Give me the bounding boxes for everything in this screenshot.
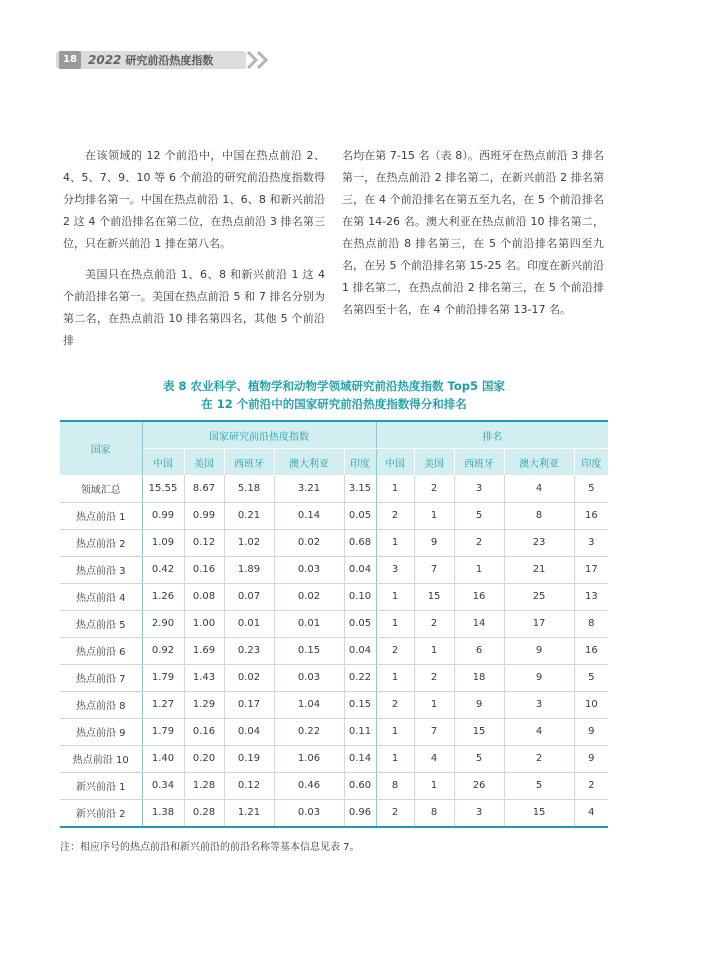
score-cell: 0.03 bbox=[274, 799, 344, 827]
score-cell: 1.00 bbox=[184, 610, 224, 637]
rank-cell: 1 bbox=[414, 772, 454, 799]
rank-cell: 2 bbox=[376, 637, 414, 664]
running-title bbox=[88, 51, 213, 69]
score-cell: 0.10 bbox=[344, 583, 376, 610]
rank-cell: 15 bbox=[454, 718, 504, 745]
rank-cell: 1 bbox=[414, 691, 454, 718]
rank-cell: 2 bbox=[376, 691, 414, 718]
rank-cell: 7 bbox=[414, 556, 454, 583]
ranking-table bbox=[60, 420, 608, 828]
body-column-right bbox=[342, 145, 604, 321]
rank-cell: 8 bbox=[414, 799, 454, 827]
score-cell: 0.21 bbox=[224, 502, 274, 529]
rank-cell: 9 bbox=[414, 529, 454, 556]
header-rank-country: 澳大利亚 bbox=[504, 449, 574, 476]
header-rank-country: 中国 bbox=[376, 449, 414, 476]
row-label: 热点前沿 7 bbox=[60, 664, 142, 691]
row-label: 热点前沿 2 bbox=[60, 529, 142, 556]
rank-cell: 25 bbox=[504, 583, 574, 610]
score-cell: 1.69 bbox=[184, 637, 224, 664]
table-row bbox=[60, 691, 608, 718]
rank-cell: 2 bbox=[574, 772, 608, 799]
rank-cell: 9 bbox=[454, 691, 504, 718]
score-cell: 0.16 bbox=[184, 556, 224, 583]
rank-cell: 4 bbox=[504, 475, 574, 502]
score-cell: 0.23 bbox=[224, 637, 274, 664]
score-cell: 0.22 bbox=[274, 718, 344, 745]
table-row bbox=[60, 772, 608, 799]
rank-cell: 17 bbox=[504, 610, 574, 637]
header-score-country: 美国 bbox=[184, 449, 224, 476]
row-label: 热点前沿 5 bbox=[60, 610, 142, 637]
header-rank-country: 西班牙 bbox=[454, 449, 504, 476]
header-score-country: 中国 bbox=[142, 449, 184, 476]
score-cell: 0.42 bbox=[142, 556, 184, 583]
rank-cell: 2 bbox=[414, 475, 454, 502]
score-cell: 1.06 bbox=[274, 745, 344, 772]
rank-cell: 2 bbox=[376, 502, 414, 529]
table-row bbox=[60, 664, 608, 691]
score-cell: 0.04 bbox=[224, 718, 274, 745]
score-cell: 3.21 bbox=[274, 475, 344, 502]
score-cell: 1.89 bbox=[224, 556, 274, 583]
score-cell: 0.02 bbox=[274, 583, 344, 610]
score-cell: 0.19 bbox=[224, 745, 274, 772]
score-cell: 0.05 bbox=[344, 610, 376, 637]
rank-cell: 17 bbox=[574, 556, 608, 583]
score-cell: 1.09 bbox=[142, 529, 184, 556]
score-cell: 0.08 bbox=[184, 583, 224, 610]
page-number: 18 bbox=[59, 51, 81, 69]
score-cell: 0.04 bbox=[344, 556, 376, 583]
score-cell: 0.02 bbox=[224, 664, 274, 691]
rank-cell: 8 bbox=[574, 610, 608, 637]
double-chevron-right-icon bbox=[246, 49, 272, 71]
score-cell: 0.15 bbox=[274, 637, 344, 664]
rank-cell: 4 bbox=[414, 745, 454, 772]
rank-cell: 2 bbox=[454, 529, 504, 556]
table-row bbox=[60, 502, 608, 529]
score-cell: 8.67 bbox=[184, 475, 224, 502]
score-cell: 1.29 bbox=[184, 691, 224, 718]
rank-cell: 5 bbox=[574, 475, 608, 502]
rank-cell: 1 bbox=[414, 502, 454, 529]
score-cell: 0.02 bbox=[274, 529, 344, 556]
score-cell: 0.11 bbox=[344, 718, 376, 745]
score-cell: 0.22 bbox=[344, 664, 376, 691]
header-country: 国家 bbox=[60, 421, 142, 475]
score-cell: 1.04 bbox=[274, 691, 344, 718]
table-caption-line2: 在 12 个前沿中的国家研究前沿热度指数得分和排名 bbox=[201, 397, 467, 411]
score-cell: 0.15 bbox=[344, 691, 376, 718]
score-cell: 1.26 bbox=[142, 583, 184, 610]
row-label: 热点前沿 8 bbox=[60, 691, 142, 718]
table-row bbox=[60, 745, 608, 772]
rank-cell: 1 bbox=[376, 583, 414, 610]
rank-cell: 8 bbox=[376, 772, 414, 799]
rank-cell: 3 bbox=[454, 799, 504, 827]
rank-cell: 14 bbox=[454, 610, 504, 637]
body-column-left bbox=[63, 145, 325, 352]
page-header bbox=[56, 49, 346, 71]
score-cell: 0.20 bbox=[184, 745, 224, 772]
rank-cell: 18 bbox=[454, 664, 504, 691]
score-cell: 1.40 bbox=[142, 745, 184, 772]
score-cell: 1.43 bbox=[184, 664, 224, 691]
score-cell: 0.01 bbox=[224, 610, 274, 637]
row-label: 新兴前沿 2 bbox=[60, 799, 142, 827]
table-caption-line1: 表 8 农业科学、植物学和动物学领域研究前沿热度指数 Top5 国家 bbox=[163, 379, 505, 393]
table-note: 注：相应序号的热点前沿和新兴前沿的前沿名称等基本信息见表 7。 bbox=[60, 842, 360, 853]
score-cell: 0.92 bbox=[142, 637, 184, 664]
rank-cell: 3 bbox=[574, 529, 608, 556]
score-cell: 1.38 bbox=[142, 799, 184, 827]
table-row bbox=[60, 718, 608, 745]
rank-cell: 2 bbox=[504, 745, 574, 772]
score-cell: 5.18 bbox=[224, 475, 274, 502]
score-cell: 0.12 bbox=[184, 529, 224, 556]
score-cell: 0.16 bbox=[184, 718, 224, 745]
score-cell: 0.99 bbox=[184, 502, 224, 529]
header-score-country: 西班牙 bbox=[224, 449, 274, 476]
paragraph-1: 在该领域的 12 个前沿中，中国在热点前沿 2、4、5、7、9、10 等 6 个前沿的研究前沿热度指数得分均排名第一。中国在热点前沿 1、6、8 和新兴前沿 2 这 4 个前沿排名在第二位，在热点前沿 3 排名第三位，只在新兴前沿 1 排在第八名。 bbox=[63, 149, 325, 250]
score-cell: 15.55 bbox=[142, 475, 184, 502]
rank-cell: 3 bbox=[454, 475, 504, 502]
score-cell: 1.28 bbox=[184, 772, 224, 799]
paragraph-3: 名均在第 7-15 名（表 8）。西班牙在热点前沿 3 排名第一，在热点前沿 2 排名第二，在新兴前沿 2 排名第三，在 4 个前沿排名在第五至九名，在 5 个前沿排名在第 14-26 名。澳大利亚在热点前沿 10 排名第二，在热点前沿 8 排名第三，在 5 个前沿排名第四至九名，在另 5 个前沿排名第 15-25 名。印度在新兴前沿 1 排名第二，在热点前沿 2 排名第三，在 5 个前沿排名第四至十名，在 4 个前沿排名第 13-17 名。 bbox=[342, 149, 604, 316]
rank-cell: 5 bbox=[574, 664, 608, 691]
rank-cell: 10 bbox=[574, 691, 608, 718]
rank-cell: 1 bbox=[454, 556, 504, 583]
rank-cell: 16 bbox=[454, 583, 504, 610]
row-label: 新兴前沿 1 bbox=[60, 772, 142, 799]
rank-cell: 1 bbox=[376, 475, 414, 502]
score-cell: 0.12 bbox=[224, 772, 274, 799]
header-rank-country: 美国 bbox=[414, 449, 454, 476]
row-label: 热点前沿 9 bbox=[60, 718, 142, 745]
rank-cell: 2 bbox=[414, 610, 454, 637]
rank-cell: 6 bbox=[454, 637, 504, 664]
table-row bbox=[60, 799, 608, 827]
header-score-country: 印度 bbox=[344, 449, 376, 476]
rank-cell: 4 bbox=[504, 718, 574, 745]
row-label: 领域汇总 bbox=[60, 475, 142, 502]
rank-cell: 16 bbox=[574, 637, 608, 664]
rank-cell: 7 bbox=[414, 718, 454, 745]
score-cell: 0.01 bbox=[274, 610, 344, 637]
rank-cell: 5 bbox=[504, 772, 574, 799]
rank-cell: 9 bbox=[504, 637, 574, 664]
score-cell: 0.96 bbox=[344, 799, 376, 827]
rank-cell: 9 bbox=[574, 718, 608, 745]
rank-cell: 1 bbox=[414, 637, 454, 664]
score-cell: 3.15 bbox=[344, 475, 376, 502]
rank-cell: 15 bbox=[504, 799, 574, 827]
rank-cell: 8 bbox=[504, 502, 574, 529]
rank-cell: 4 bbox=[574, 799, 608, 827]
row-label: 热点前沿 3 bbox=[60, 556, 142, 583]
header-score-group: 国家研究前沿热度指数 bbox=[142, 421, 376, 449]
rank-cell: 1 bbox=[376, 745, 414, 772]
header-rank-group: 排名 bbox=[376, 421, 608, 449]
table-row bbox=[60, 475, 608, 502]
score-cell: 0.14 bbox=[344, 745, 376, 772]
table-row bbox=[60, 556, 608, 583]
score-cell: 0.03 bbox=[274, 556, 344, 583]
running-title-year: 2022 bbox=[88, 53, 122, 67]
rank-cell: 2 bbox=[414, 664, 454, 691]
rank-cell: 16 bbox=[574, 502, 608, 529]
row-label: 热点前沿 6 bbox=[60, 637, 142, 664]
score-cell: 1.79 bbox=[142, 718, 184, 745]
paragraph-2: 美国只在热点前沿 1、6、8 和新兴前沿 1 这 4 个前沿排名第一。美国在热点前沿 5 和 7 排名分别为第二名，在热点前沿 10 排名第四名，其他 5 个前沿排 bbox=[63, 268, 325, 347]
rank-cell: 3 bbox=[504, 691, 574, 718]
rank-cell: 1 bbox=[376, 718, 414, 745]
score-cell: 0.99 bbox=[142, 502, 184, 529]
score-cell: 0.03 bbox=[274, 664, 344, 691]
score-cell: 0.17 bbox=[224, 691, 274, 718]
table-row bbox=[60, 610, 608, 637]
score-cell: 0.05 bbox=[344, 502, 376, 529]
header-rank-country: 印度 bbox=[574, 449, 608, 476]
row-label: 热点前沿 1 bbox=[60, 502, 142, 529]
rank-cell: 1 bbox=[376, 529, 414, 556]
rank-cell: 1 bbox=[376, 610, 414, 637]
rank-cell: 23 bbox=[504, 529, 574, 556]
header-score-country: 澳大利亚 bbox=[274, 449, 344, 476]
score-cell: 0.68 bbox=[344, 529, 376, 556]
score-cell: 0.46 bbox=[274, 772, 344, 799]
table-row bbox=[60, 637, 608, 664]
rank-cell: 26 bbox=[454, 772, 504, 799]
rank-cell: 5 bbox=[454, 502, 504, 529]
row-label: 热点前沿 10 bbox=[60, 745, 142, 772]
score-cell: 0.07 bbox=[224, 583, 274, 610]
rank-cell: 9 bbox=[504, 664, 574, 691]
score-cell: 0.04 bbox=[344, 637, 376, 664]
score-cell: 0.28 bbox=[184, 799, 224, 827]
score-cell: 0.60 bbox=[344, 772, 376, 799]
rank-cell: 2 bbox=[376, 799, 414, 827]
rank-cell: 13 bbox=[574, 583, 608, 610]
row-label: 热点前沿 4 bbox=[60, 583, 142, 610]
running-title-text: 研究前沿热度指数 bbox=[125, 54, 214, 67]
score-cell: 0.14 bbox=[274, 502, 344, 529]
table-row bbox=[60, 529, 608, 556]
table-row bbox=[60, 583, 608, 610]
score-cell: 1.21 bbox=[224, 799, 274, 827]
rank-cell: 3 bbox=[376, 556, 414, 583]
rank-cell: 21 bbox=[504, 556, 574, 583]
score-cell: 1.27 bbox=[142, 691, 184, 718]
score-cell: 1.02 bbox=[224, 529, 274, 556]
score-cell: 2.90 bbox=[142, 610, 184, 637]
rank-cell: 15 bbox=[414, 583, 454, 610]
score-cell: 1.79 bbox=[142, 664, 184, 691]
rank-cell: 5 bbox=[454, 745, 504, 772]
rank-cell: 1 bbox=[376, 664, 414, 691]
rank-cell: 9 bbox=[574, 745, 608, 772]
score-cell: 0.34 bbox=[142, 772, 184, 799]
